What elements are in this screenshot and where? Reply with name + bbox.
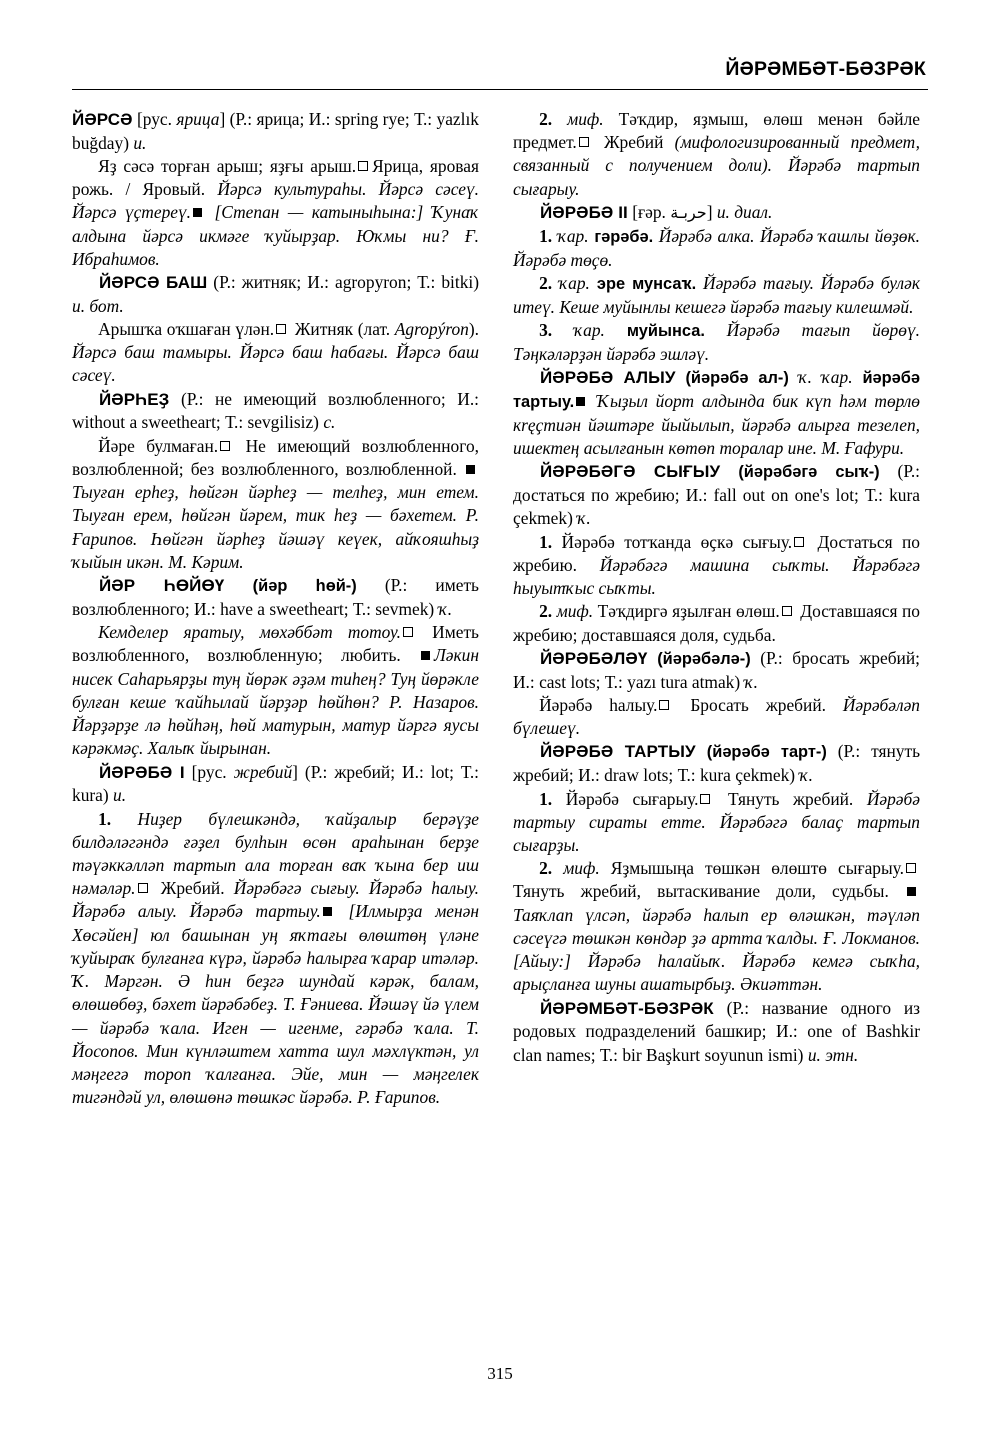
- entry-yar-hoyou: [72, 574, 479, 621]
- headword: ЙӘРӘБӘ ТАРТЫУ: [539, 742, 696, 762]
- filled-square-icon: [421, 651, 430, 660]
- hollow-square-icon: [138, 883, 148, 893]
- citation: [Илмырҙа менән Хөсәйен] юл башынан уң яҡтағы өлөштөң үләне ҡуйыраҡ булғанға күрә, йәрәбә һалырға ҡарар итәләр. Ҡ. Мәргән. Ә һин беҙгә шундай кәрәк, балам, өлөшөбөҙ, бәхет йәрәбәбеҙ. Т. Ғәниева. Йәшәү йә үлем — йәрәбә ҡала. Иген — игенме, гәрәбә ҡала. Т. Йосопов. Мин күнләштем хатта шул мәхлүктән, ул мәңгегә тороп ҡалғанға. Эйе, мин — мәңгелек тигәндәй ул, өлөшөнә төшкәс йәрәбә. Р. Ғарипов.: [72, 901, 479, 1108]
- definition-bashkir: Яҙмышыңа төшкән өлөштө сығарыу.: [599, 858, 904, 879]
- citation: Таяҡлап үлсәп, йәрәбә һалып ер өләшкән, тәүләп сәсеүгә төшкән көндәр ҙә артта ҡалды. Ғ. Локманов. [Айыу:] Йәрәбә һалайыҡ. Йәрәбә кемгә сыҡһа, арыҫланға шуны ашатырбыҙ. Әкиәттән.: [513, 904, 920, 995]
- latin-name: Agropýron: [394, 319, 469, 340]
- entry-yarsa-bash: [72, 271, 479, 318]
- etym-open: [рус.: [184, 761, 234, 782]
- hollow-square-icon: [220, 441, 230, 451]
- headword: ЙӘРСӘ БАШ: [98, 273, 208, 293]
- hollow-square-icon: [794, 537, 804, 547]
- sense-number: 2.: [539, 601, 553, 622]
- entry-yaraba-tartyu: [513, 740, 920, 787]
- entry-yaraba-2-sense-1: [513, 225, 920, 272]
- lang-equivalents: ] (Р.: жребий; И.: lot; Т.: kura): [72, 761, 479, 806]
- page-columns: [72, 108, 928, 1110]
- cross-ref-label: ҡар.: [573, 319, 605, 340]
- pos-label: с.: [323, 412, 336, 433]
- entry-yaraba-alyu: [513, 366, 920, 460]
- hollow-square-icon: [659, 700, 669, 710]
- citation: [Степан — катыныһына:] Ҡунаҡ алдына йәрсә икмәге ҡуйырҙар. Юҡмы ни? Ғ. Ибраһимов.: [72, 202, 479, 269]
- etym-source: жребий: [233, 761, 293, 782]
- page-number: 315: [487, 1364, 513, 1383]
- definition-bashkir: Яҙ сәсә торған арыш; яҙғы арыш.: [98, 155, 357, 176]
- sense-number: 2.: [539, 109, 553, 129]
- citation: Ләкин нисек Саһарьярҙы туң йөрәк әҙәм тиһең? Туң йөрәкле булған кеше ҡайһылай йәрҙәр һөйһөн? Р. Назаров. Йәрҙәрҙе лә һөйһәң, һөй матурын, матур йәргә яусы кәрәкмәҫ. Халыҡ йырынан.: [72, 645, 479, 759]
- cross-ref-label: ҡар.: [557, 225, 589, 246]
- filled-square-icon: [907, 887, 916, 896]
- running-head: ЙӘРӘМБӘТ-БӘЗРӘК: [725, 58, 926, 80]
- filled-square-icon: [576, 397, 585, 406]
- definition-bashkir: Йәре булмаған.: [98, 435, 219, 456]
- headword: ЙӘРӘМБӘТ-БӘЗРӘК: [539, 998, 714, 1018]
- entry-yarambat-bazrak: [513, 997, 920, 1067]
- filled-square-icon: [323, 907, 332, 916]
- inflected-form: (йәрәбәлә-): [647, 649, 751, 668]
- entry-yaraba-tartyu-sense-1: [513, 788, 920, 858]
- pos-label: и. диал.: [716, 201, 773, 222]
- hollow-square-icon: [579, 137, 589, 147]
- inflected-form: (йәрәбә тарт-): [695, 743, 827, 762]
- entry-yarabaga-syghyu-sense-1: [513, 531, 920, 601]
- filled-square-icon: [466, 465, 475, 474]
- citation: Тыуған ерһеҙ, һөйгән йәрһеҙ — телһеҙ, мин етем. Тыуған ерем, һөйгән йәрем, тик һеҙ — бәхетем. Р. Ғарипов. Һөйгән йәрһеҙ йәшәү кеүек, айҡояшһыҙ ҡыйын икән. М. Кәрим.: [72, 482, 479, 572]
- definition-russian: Житняк (лат.: [290, 319, 395, 340]
- entry-yaraba-1: [72, 761, 479, 808]
- lang-equivalents: (Р.: не имеющий возлюбленного; И.: without a sweetheart; Т.: sevgilisiz): [72, 388, 479, 433]
- pos-label: ҡ.: [744, 671, 759, 692]
- definition-russian: Не имеющий возлюбленного, возлюбленной; без возлюбленного, возлюбленной.: [72, 435, 479, 479]
- usage-label: миф.: [567, 109, 604, 129]
- examples: Йәрәбә алка. Йәрәбә ҡашлы йөҙөк. Йәрәбә төҫө.: [513, 225, 920, 270]
- etym-source: ярица: [176, 109, 220, 129]
- definition-russian-tail: ).: [468, 319, 479, 340]
- headword: ЙӘРӘБӘ АЛЫУ: [539, 368, 676, 387]
- cross-ref-label: ҡар.: [558, 272, 590, 293]
- lang-equivalents: ] (Р.: ярица; И.: spring rye; Т.: yazlık buğday): [72, 109, 480, 153]
- definition-russian-italic: (мифологизированный предмет, связанный с получением доли). Йәрәбә тартып сығарыу.: [513, 132, 920, 199]
- definition-bashkir: Тәҡдиргә яҙылған өлөш.: [593, 601, 780, 622]
- definition-russian: Тянуть жребий, вытаскивание доли, судьбы.: [513, 881, 905, 902]
- header-divider: [72, 89, 928, 90]
- entry-yaraba-2-sense-3: [513, 319, 920, 366]
- cross-ref-target: эре мунсаҡ.: [589, 274, 697, 293]
- headword: ЙӘРӘБӘ II: [539, 202, 628, 222]
- etym-open: [рус.: [132, 109, 177, 129]
- hollow-square-icon: [276, 324, 286, 334]
- sense-number: 2.: [539, 272, 553, 293]
- entry-yarhez: [72, 388, 479, 435]
- lang-equivalents: (Р.: тянуть жребий; И.: draw lots; Т.: kura çekmek): [513, 741, 920, 786]
- headword: ЙӘРӘБӘ I: [98, 762, 185, 782]
- sense-number: 1.: [98, 808, 112, 829]
- usage-label: миф.: [556, 601, 594, 622]
- entry-yaraba-1-sense-2: [513, 108, 920, 201]
- pos-label: и.: [113, 785, 127, 806]
- pos-label: ҡ.: [799, 765, 813, 786]
- definition-russian: Доставшаяся по жребию; доставшаяся доля, судьба.: [513, 601, 920, 645]
- examples: Йәрәбә тағып йөрөү. Тәңкәләрҙән йәрәбә эшләү.: [513, 319, 920, 364]
- inflected-form: (йәрәбәгә сыҡ-): [720, 463, 880, 482]
- citation: Ҡыҙыл йорт алдында бик күп һәм төрлө кręҫтиән йәштәре йыйылып, йәрәбә алырға тезелеп, ишектең асылғанын көтөп торалар ине. М. Ғафури.: [513, 390, 920, 459]
- right-column: [513, 108, 920, 1067]
- definition-russian: Тянуть жребий.: [714, 788, 867, 809]
- cross-ref-label: ҡ. ҡар.: [788, 367, 853, 387]
- entry-yarsa-definition: [72, 155, 479, 271]
- entry-yarabaga-syghyu: [513, 460, 920, 530]
- entry-yarsa: [72, 108, 479, 155]
- examples: Йәрәбә тартыу сираты етте. Йәрәбәгә балаҫ тартып сығарҙы.: [513, 788, 920, 855]
- left-column: [72, 108, 479, 1110]
- definition-russian: Бросать жребий.: [673, 694, 843, 715]
- sense-number: 1.: [539, 531, 553, 552]
- filled-square-icon: [193, 208, 202, 217]
- etym-open: [ғәр.: [627, 201, 671, 222]
- hollow-square-icon: [782, 606, 792, 616]
- entry-yar-hoyou-definition: [72, 621, 479, 760]
- pos-label: ҡ.: [438, 598, 453, 619]
- usage-label: миф.: [563, 858, 600, 879]
- definition-russian: Ярица, яровая рожь. / Яровый.: [72, 155, 479, 200]
- definition-russian: Жребий: [592, 132, 675, 153]
- definition-bashkir: Йәрәбә сығарыу.: [565, 788, 699, 809]
- lang-equivalents: (Р.: иметь возлюбленного; И.: have a sweetheart; Т.: sevmek): [72, 575, 479, 619]
- hollow-square-icon: [358, 161, 368, 171]
- examples: Йәрсә баш тамыры. Йәрсә баш һабағы. Йәрсә баш сәсеү.: [72, 342, 479, 386]
- lang-equivalents: (Р.: бросать жребий; И.: cast lots; Т.: yazı tura atmak): [513, 647, 920, 692]
- definition-russian: Достаться по жребию.: [513, 531, 920, 575]
- definition-russian: Иметь возлюбленного, возлюбленную; любить.: [72, 622, 479, 666]
- etym-close: ]: [706, 201, 717, 222]
- sense-number: 1.: [539, 225, 553, 246]
- lang-equivalents: (Р.: достаться по жребию; И.: fall out on one's lot; Т.: kura çekmek): [513, 461, 921, 529]
- entry-yarabalau-definition: [513, 694, 920, 740]
- cross-ref-target: муйынса.: [604, 321, 705, 340]
- definition-bashkir: Йәрәбә тотҡанда өҫкә сығыу.: [561, 531, 793, 552]
- examples: Йәрәбә тағыу. Йәрәбә буләк итеү. Кеше муйынлы кешегә йәрәбә тағыу килешмәй.: [513, 272, 920, 317]
- entry-yarhez-definition: [72, 435, 479, 574]
- inflected-form: (йәр һөй-): [224, 577, 357, 596]
- entry-yarsa-bash-definition: [72, 318, 479, 388]
- cross-ref-target: гәрәбә.: [588, 227, 654, 246]
- hollow-square-icon: [700, 794, 710, 804]
- entry-yaraba-1-sense-1: [72, 808, 479, 1110]
- sense-number: 2.: [539, 858, 553, 879]
- definition-bashkir: Йәрәбә һалыу.: [539, 694, 658, 715]
- definition-bashkir: Арышҡа оҡшаған үлән.: [98, 319, 275, 340]
- entry-yarabaga-syghyu-sense-2: [513, 600, 920, 646]
- entry-yarabalau: [513, 647, 920, 694]
- examples: Йәрәбәгә машина сыҡты. Йәрәбәгә һыуытҡыс сыҡты.: [513, 554, 920, 599]
- definition-bashkir: Ниҙер бүлешкәндә, ҡайҙалыр берәүҙе билдәләгәндә ғәҙел булһын өсөн араһынан берҙе тәүәккәлләп тартып ала торған ваҡ ҡына бер иш нәмәләр.: [72, 808, 479, 899]
- arabic-etymon: حربـة: [670, 202, 707, 222]
- pos-label: и. этн.: [807, 1044, 859, 1065]
- pos-label: ҡ.: [577, 508, 591, 529]
- headword: ЙӘРӘБӘЛӘҮ: [539, 648, 648, 668]
- sense-number: 3.: [539, 319, 553, 340]
- cross-ref-target: йәрәбә тартыу.: [513, 369, 920, 411]
- headword: ЙӘРҺЕҘ: [98, 389, 170, 409]
- examples: Йәрәбәләп бүлешеү.: [513, 694, 920, 739]
- entry-yaraba-2: [513, 201, 920, 225]
- definition-bashkir: Кемделер яратыу, мөхәббәт тотоу.: [98, 622, 401, 643]
- hollow-square-icon: [403, 627, 413, 637]
- entry-yaraba-2-sense-2: [513, 272, 920, 319]
- pos-label: и. бот.: [72, 295, 124, 316]
- examples: Йәрәбәгә сығыу. Йәрәбә һалыу. Йәрәбә алыу. Йәрәбә тартыу.: [72, 878, 479, 922]
- inflected-form: (йәрәбә ал-): [675, 369, 789, 387]
- sense-number: 1.: [539, 788, 553, 809]
- lang-equivalents: (Р.: название одного из родовых подразделений башкир; И.: one of Bashkir clan names; Т.: bir Başkurt soyunun ismi): [513, 997, 920, 1065]
- headword: ЙӘРӘБӘГӘ СЫҒЫУ: [539, 462, 721, 482]
- examples: Йәрсә культураһы. Йәрсә сәсеү. Йәрсә үҫтереү.: [72, 179, 479, 223]
- definition-bashkir: Тәҡдир, яҙмыш, өлөш менән бәйле предмет.: [513, 109, 920, 153]
- entry-yaraba-tartyu-sense-2: [513, 857, 920, 996]
- hollow-square-icon: [906, 863, 916, 873]
- definition-russian: Жребий.: [151, 878, 234, 899]
- headword: ЙӘРСӘ: [72, 110, 133, 129]
- pos-label: и.: [133, 132, 147, 153]
- headword: ЙӘР ҺӨЙӨҮ: [98, 576, 225, 596]
- lang-equivalents: (Р.: житняк; И.: agropyron; Т.: bitki): [207, 272, 480, 293]
